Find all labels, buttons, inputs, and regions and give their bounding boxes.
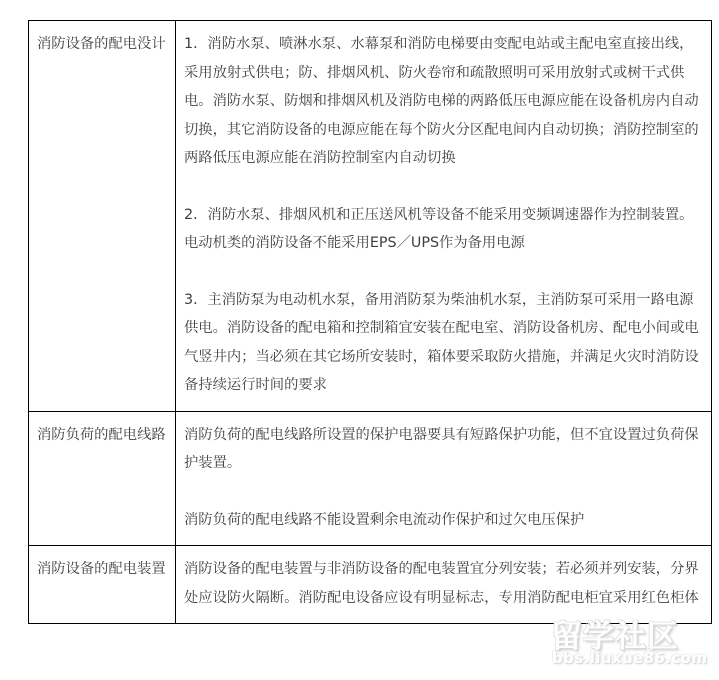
term-label: 消防设备的配电装置	[37, 561, 166, 577]
description-paragraph: 2．消防水泵、排烟风机和正压送风机等设备不能采用变频调速器作为控制装置。电动机类的消防设备不能采用EPS／UPS作为备用电源	[184, 206, 694, 251]
table-cell-description	[176, 411, 712, 546]
watermark-url-text: bbs.liuxue86.com	[552, 649, 708, 667]
table-cell-description	[176, 546, 712, 624]
description-paragraph: 1．消防水泵、喷淋水泵、水幕泵和消防电梯要由变配电站或主配电室直接出线，采用放射式供电；防、排烟风机、防火卷帘和疏散照明可采用放射式或树干式供电。消防水泵、防烟和排烟风机及消防电梯的两路低压电源应能在设备机房内自动切换，其它消防设备的电源应能在每个防火分区配电间内自动切换；消防控制室的两路低压电源应能在消防控制室内自动切换	[184, 36, 699, 166]
term-label: 消防负荷的配电线路	[37, 426, 166, 443]
table-cell-term	[29, 21, 176, 412]
table-row	[29, 21, 712, 412]
description-paragraph: 消防设备的配电装置与非消防设备的配电装置宜分列安装；若必须并列安装，分界处应设防火隔断。消防配电设备应设有明显标志，专用消防配电柜宜采用红色柜体	[184, 561, 699, 606]
description-paragraph: 3．主消防泵为电动机水泵，备用消防泵为柴油机水泵，主消防泵可采用一路电源供电。消防设备的配电箱和控制箱宜安装在配电室、消防设备机房、配电小间或电气竖井内；当必须在其它场所安装时，箱体要采取防火措施，并满足火灾时消防设备持续运行时间的要求	[184, 291, 699, 393]
specification-table	[28, 20, 712, 624]
description-paragraph: 消防负荷的配电线路所设置的保护电器要具有短路保护功能，但不宜设置过负荷保护装置。	[184, 426, 699, 471]
watermark-brand-text: 留学社区	[551, 619, 679, 655]
table-cell-term	[29, 546, 176, 624]
table-row	[29, 546, 712, 624]
table-row	[29, 411, 712, 546]
table-cell-description	[176, 21, 712, 412]
description-paragraph: 消防负荷的配电线路不能设置剩余电流动作保护和过欠电压保护	[184, 511, 585, 528]
term-label: 消防设备的配电没计	[37, 36, 166, 52]
table-body	[29, 21, 712, 624]
table-cell-term	[29, 411, 176, 546]
